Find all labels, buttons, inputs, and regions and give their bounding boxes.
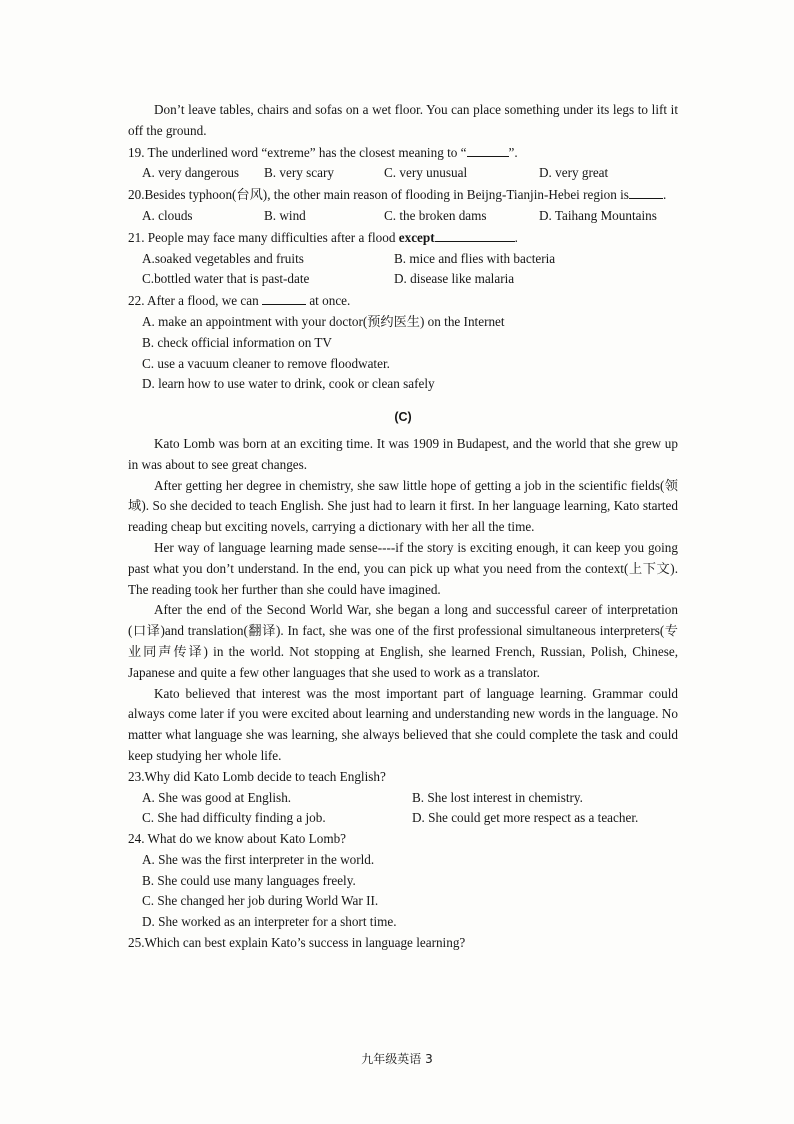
question-20-stem: 20.Besides typhoon(台风), the other main reason of flooding in Beijng-Tianjin-Hebei region is [128,187,629,203]
question-23-options [128,788,678,830]
question-22-stem: 22. After a flood, we can [128,293,263,309]
question-25: 25.Which can best explain Kato’s success in language learning? [128,935,466,951]
option-a: A. She was good at English. [142,789,292,805]
question-20-options [128,206,678,227]
option-b: B. very scary [264,165,334,181]
question-20-stem-end: . [662,187,667,203]
question-24: 24. What do we know about Kato Lomb? [128,831,347,847]
option-a: A. very dangerous [142,165,240,181]
answer-blank [435,227,515,242]
option-b: B. She could use many languages freely. [142,872,356,888]
question-19-stem: 19. The underlined word “extreme” has the closest meaning to “ [128,144,467,160]
option-d: D. very great [539,165,609,181]
option-c: C. very unusual [384,165,468,181]
passage-paragraph-5: Kato believed that interest was the most important part of language learning. Grammar could always come later if you were excited about learning and understanding new words in the language. No matter what language she was learning, she always believed that she could complete the task and could keep studying her whole life. [128,685,678,763]
option-c: C. use a vacuum cleaner to remove floodwater. [142,355,390,371]
option-d: D. She worked as an interpreter for a short time. [142,914,397,930]
option-b: B. mice and flies with bacteria [394,250,556,266]
option-d: D. disease like malaria [394,271,515,287]
question-21 [128,227,678,249]
answer-blank [467,142,509,157]
question-19-options [128,163,678,184]
option-a: A. clouds [142,207,193,223]
option-c: C.bottled water that is past-date [142,271,310,287]
option-d: D. Taihang Mountains [539,207,657,223]
question-22-stem-end: at once. [306,293,351,309]
question-23: 23.Why did Kato Lomb decide to teach English? [128,768,386,784]
section-c-title: (C) [394,410,412,425]
page-content [128,100,678,954]
intro-paragraph: Don’t leave tables, chairs and sofas on a wet floor. You can place something under its legs to lift it off the ground. [128,102,678,138]
question-22 [128,290,678,312]
option-b: B. wind [264,207,306,223]
option-d: D. She could get more respect as a teacher. [412,810,639,826]
option-a: A. make an appointment with your doctor(预约医生) on the Internet [142,313,505,329]
question-21-keyword: except [398,229,435,245]
option-b: B. She lost interest in chemistry. [412,789,583,805]
option-c: C. the broken dams [384,207,487,223]
option-c: C. She had difficulty finding a job. [142,810,326,826]
question-21-stem-end: . [514,229,518,245]
question-19-stem-end: ”. [508,144,518,160]
passage-paragraph-3: Her way of language learning made sense----if the story is exciting enough, it can keep you going past what you don’t understand. In the end, you can pick up what you need from the context(上下文). The reading took her further than she could have imagined. [128,539,678,597]
answer-blank [629,184,663,199]
option-a: A.soaked vegetables and fruits [142,250,304,266]
question-20 [128,184,678,206]
page-footer: 九年级英语 3 [361,1052,433,1066]
option-b: B. check official information on TV [142,334,332,350]
question-21-options [128,249,678,291]
option-d: D. learn how to use water to drink, cook or clean safely [142,376,435,392]
option-c: C. She changed her job during World War II. [142,893,379,909]
option-a: A. She was the first interpreter in the world. [142,851,375,867]
passage-paragraph-1: Kato Lomb was born at an exciting time. It was 1909 in Budapest, and the world that she grew up in was about to see great changes. [128,435,678,472]
question-19 [128,142,678,164]
answer-blank [262,290,306,305]
passage-paragraph-4: After the end of the Second World War, she began a long and successful career of interpretation (口译)and translation(翻译). In fact, she was one of the first professional simultaneous interpreters(专业同声传译) in the world. Not stopping at English, she learned French, Russian, Polish, Chinese, Japanese and quite a few other languages that she used to work as a translator. [128,602,678,680]
passage-paragraph-2: After getting her degree in chemistry, she saw little hope of getting a job in the scientific fields(领域). So she decided to teach English. She just had to learn it first. In her language learning, Kato started reading cheap but exciting novels, carrying a dictionary with her all the time. [128,477,678,535]
question-21-stem: 21. People may face many difficulties after a flood [128,229,399,245]
